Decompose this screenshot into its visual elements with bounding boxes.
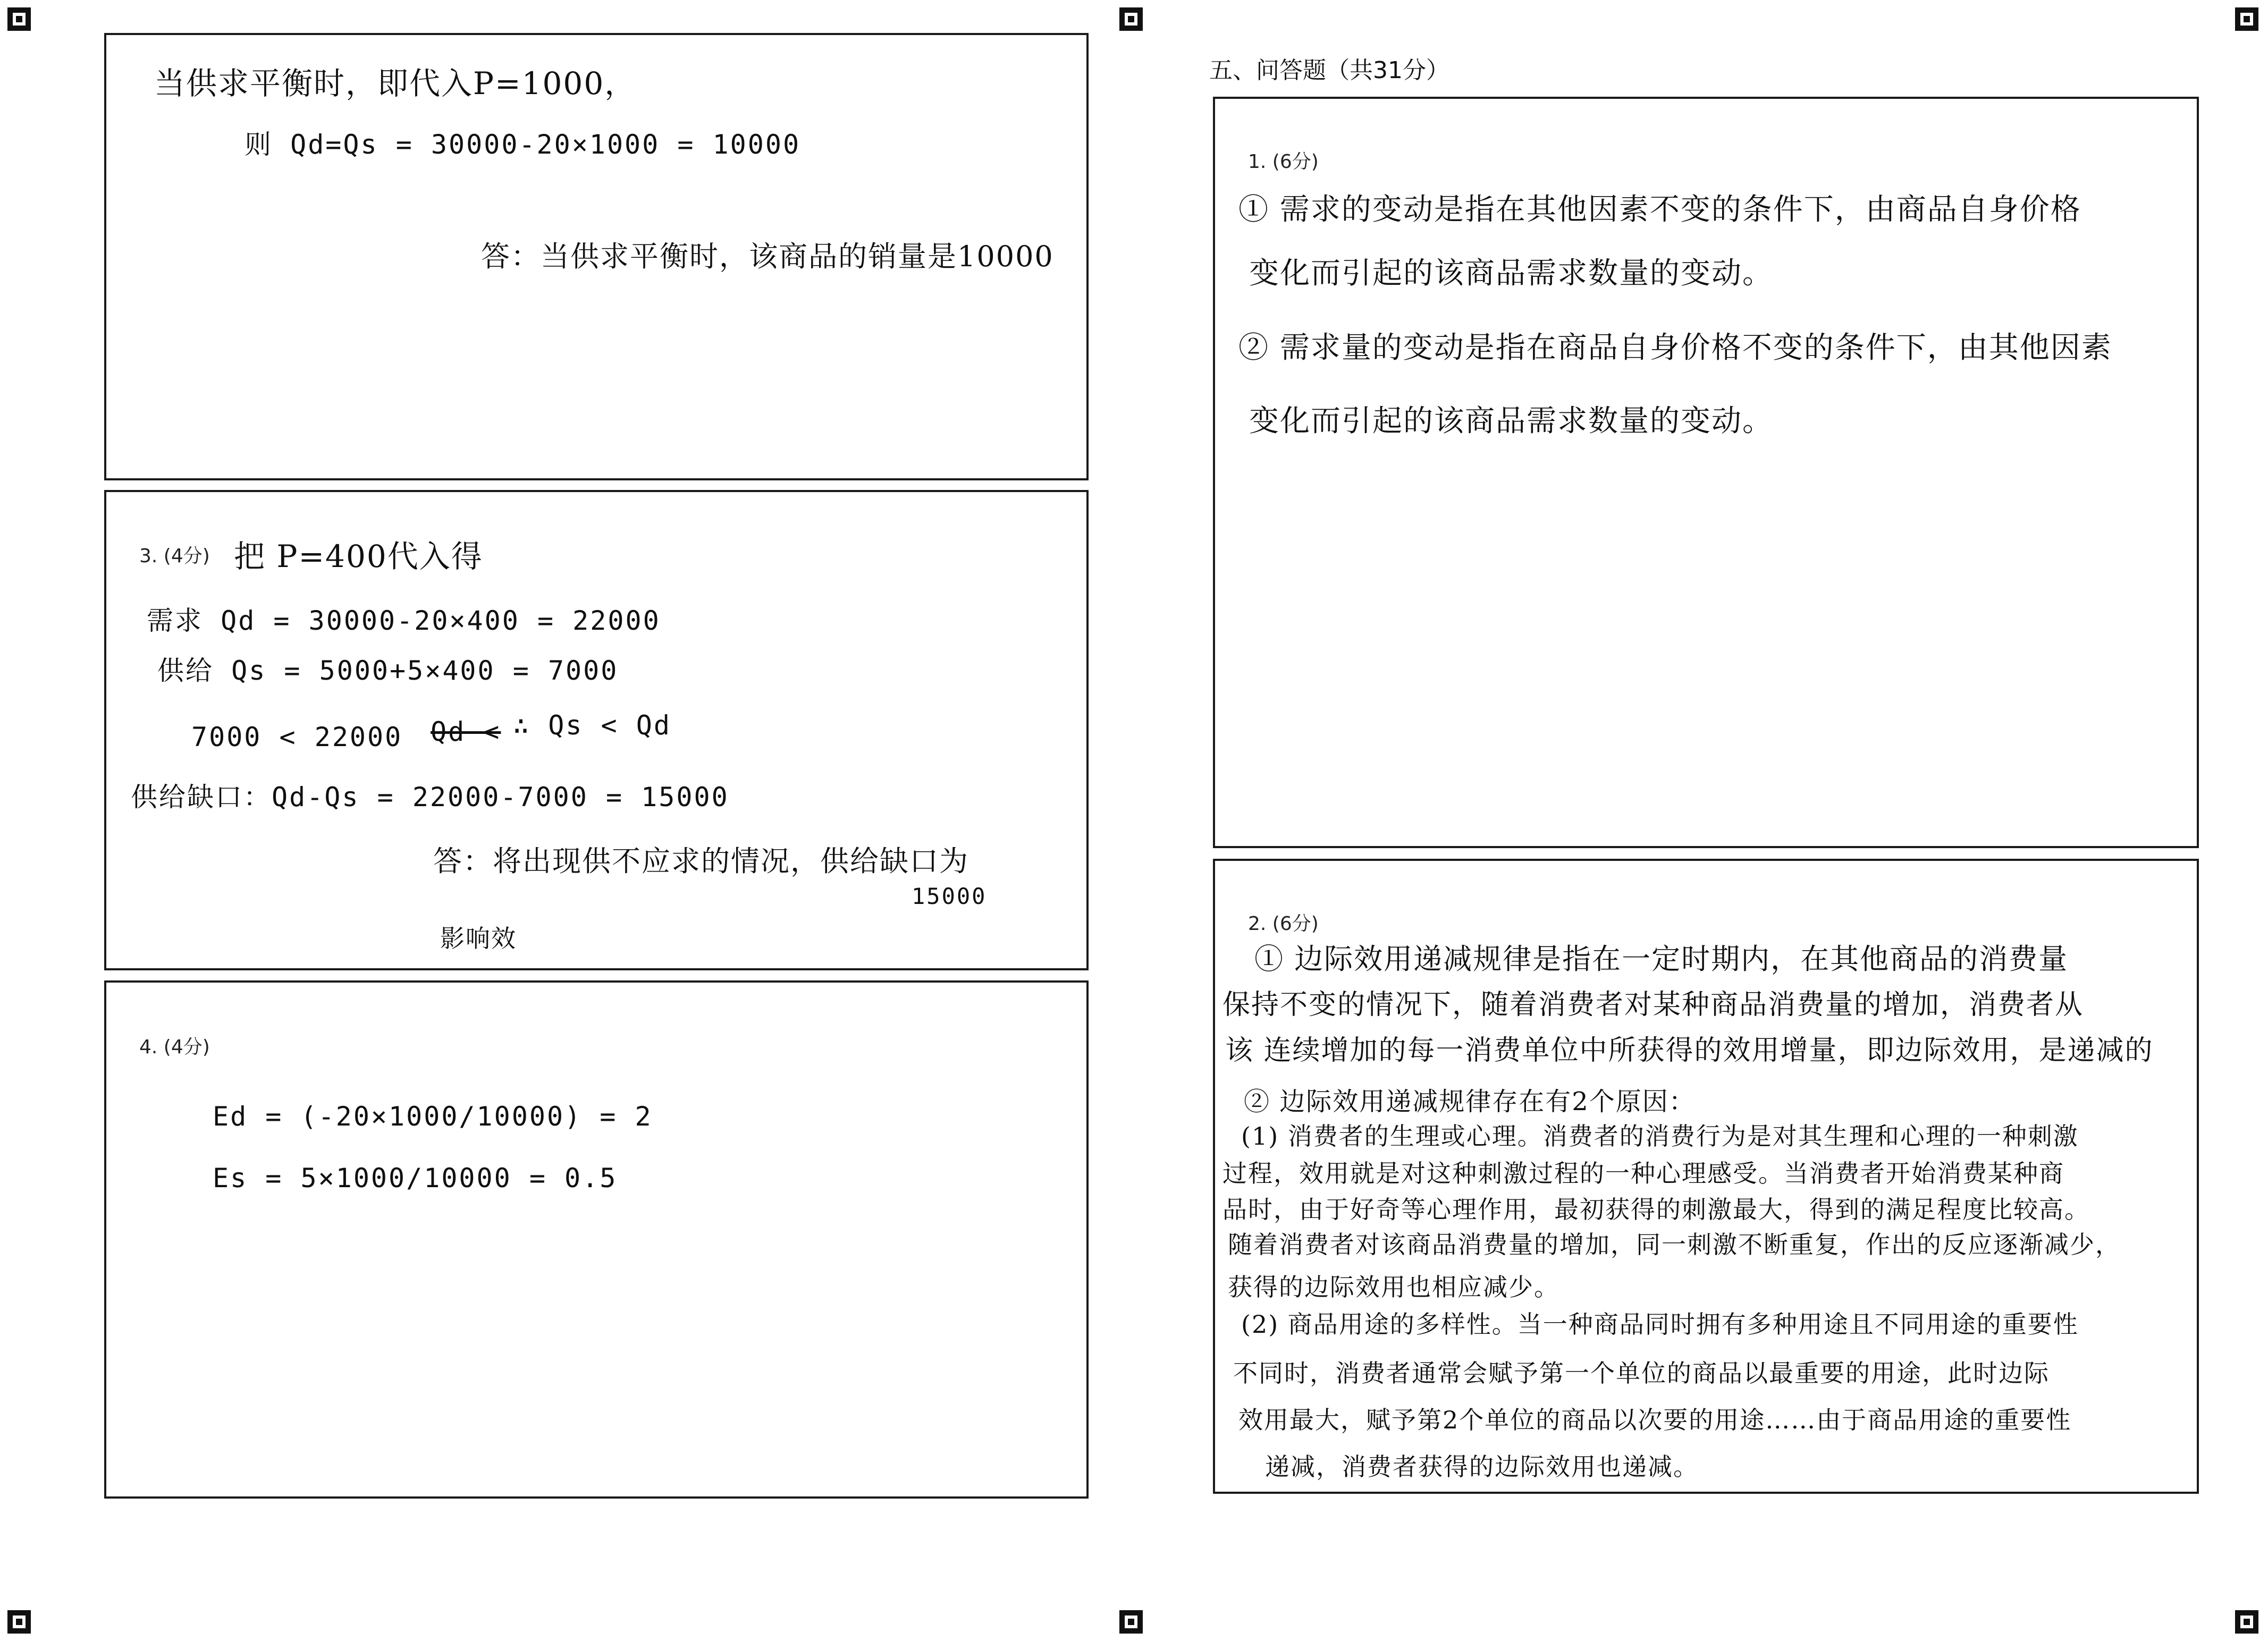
essay2-line-13: 递减，消费者获得的边际效用也递减。: [1265, 1452, 1699, 1481]
essay2-line-9: 获得的边际效用也相应减少。: [1228, 1273, 1559, 1301]
q3-supply: 供给 Qs = 5000+5×400 = 7000: [157, 655, 619, 686]
q4-es: Es = 5×1000/10000 = 0.5: [213, 1163, 618, 1194]
essay1-label: 1. (6分): [1248, 151, 1319, 173]
essay2-line-1: ① 边际效用递减规律是指在一定时期内，在其他商品的消费量: [1254, 942, 2069, 976]
q3-insertion: 影响效: [440, 924, 517, 953]
essay2-line-6: 过程，效用就是对这种刺激过程的一种心理感受。当消费者开始消费某种商: [1222, 1159, 2064, 1188]
essay2-line-8: 随着消费者对该商品消费量的增加，同一刺激不断重复，作出的反应逐渐减少，: [1228, 1230, 2121, 1259]
q4-label: 4. (4分): [139, 1036, 210, 1058]
registration-mark-bottom-left: [7, 1610, 31, 1634]
essay2-line-2: 保持不变的情况下，随着消费者对某种商品消费量的增加，消费者从: [1222, 989, 2084, 1021]
essay2-line-11: 不同时，消费者通常会赋予第一个单位的商品以最重要的用途，此时边际: [1233, 1359, 2050, 1388]
essay2-line-7: 品时，由于好奇等心理作用，最初获得的刺激最大，得到的满足程度比较高。: [1222, 1195, 2090, 1224]
essay2-line-10: (2) 商品用途的多样性。当一种商品同时拥有多种用途且不同用途的重要性: [1241, 1310, 2079, 1339]
q3-line-1: 把 P=400代入得: [234, 538, 483, 574]
q3-label: 3. (4分): [139, 545, 210, 567]
q2-line-1: 当供求平衡时，即代入P=1000，: [154, 65, 637, 101]
registration-mark-bottom-right: [2235, 1610, 2258, 1634]
q2-line-2: 则 Qd=Qs = 30000-20×1000 = 10000: [244, 129, 801, 160]
essay2-line-3: 该 连续增加的每一消费单位中所获得的效用增量，即边际效用，是递减的: [1225, 1035, 2154, 1067]
q3-therefore: ∴ Qs < Qd: [513, 710, 671, 741]
answer-box-q4: [104, 980, 1089, 1499]
essay2-line-4: ② 边际效用递减规律存在有2个原因：: [1244, 1087, 1696, 1116]
registration-mark-top-left: [7, 7, 31, 31]
q3-crossed-out: Qd <: [431, 716, 501, 747]
registration-mark-top-center: [1119, 7, 1143, 31]
registration-mark-bottom-center: [1119, 1610, 1143, 1634]
essay1-line-4: 变化而引起的该商品需求数量的变动。: [1249, 404, 1773, 438]
registration-mark-top-right: [2235, 7, 2258, 31]
essay2-line-5: (1) 消费者的生理或心理。消费者的消费行为是对其生理和心理的一种刺激: [1241, 1122, 2079, 1151]
essay2-label: 2. (6分): [1248, 913, 1319, 935]
q3-demand: 需求 Qd = 30000-20×400 = 22000: [147, 605, 661, 636]
q2-answer: 答：当供求平衡时，该商品的销量是10000: [481, 240, 1054, 273]
q4-ed: Ed = (-20×1000/10000) = 2: [213, 1101, 653, 1132]
q3-answer-value: 15000: [912, 883, 987, 909]
section-title: 五、问答题（共31分）: [1209, 57, 1449, 84]
essay1-line-3: ② 需求量的变动是指在商品自身价格不变的条件下，由其他因素: [1238, 331, 2112, 365]
q3-answer: 答：将出现供不应求的情况，供给缺口为: [433, 844, 969, 878]
q3-shortage: 供给缺口：Qd-Qs = 22000-7000 = 15000: [131, 782, 729, 813]
essay2-line-12: 效用最大，赋予第2个单位的商品以次要的用途……由于商品用途的重要性: [1238, 1406, 2072, 1434]
essay1-line-2: 变化而引起的该商品需求数量的变动。: [1249, 256, 1773, 291]
q3-compare: 7000 < 22000: [191, 722, 403, 752]
essay1-line-1: ① 需求的变动是指在其他因素不变的条件下，由商品自身价格: [1238, 192, 2081, 227]
